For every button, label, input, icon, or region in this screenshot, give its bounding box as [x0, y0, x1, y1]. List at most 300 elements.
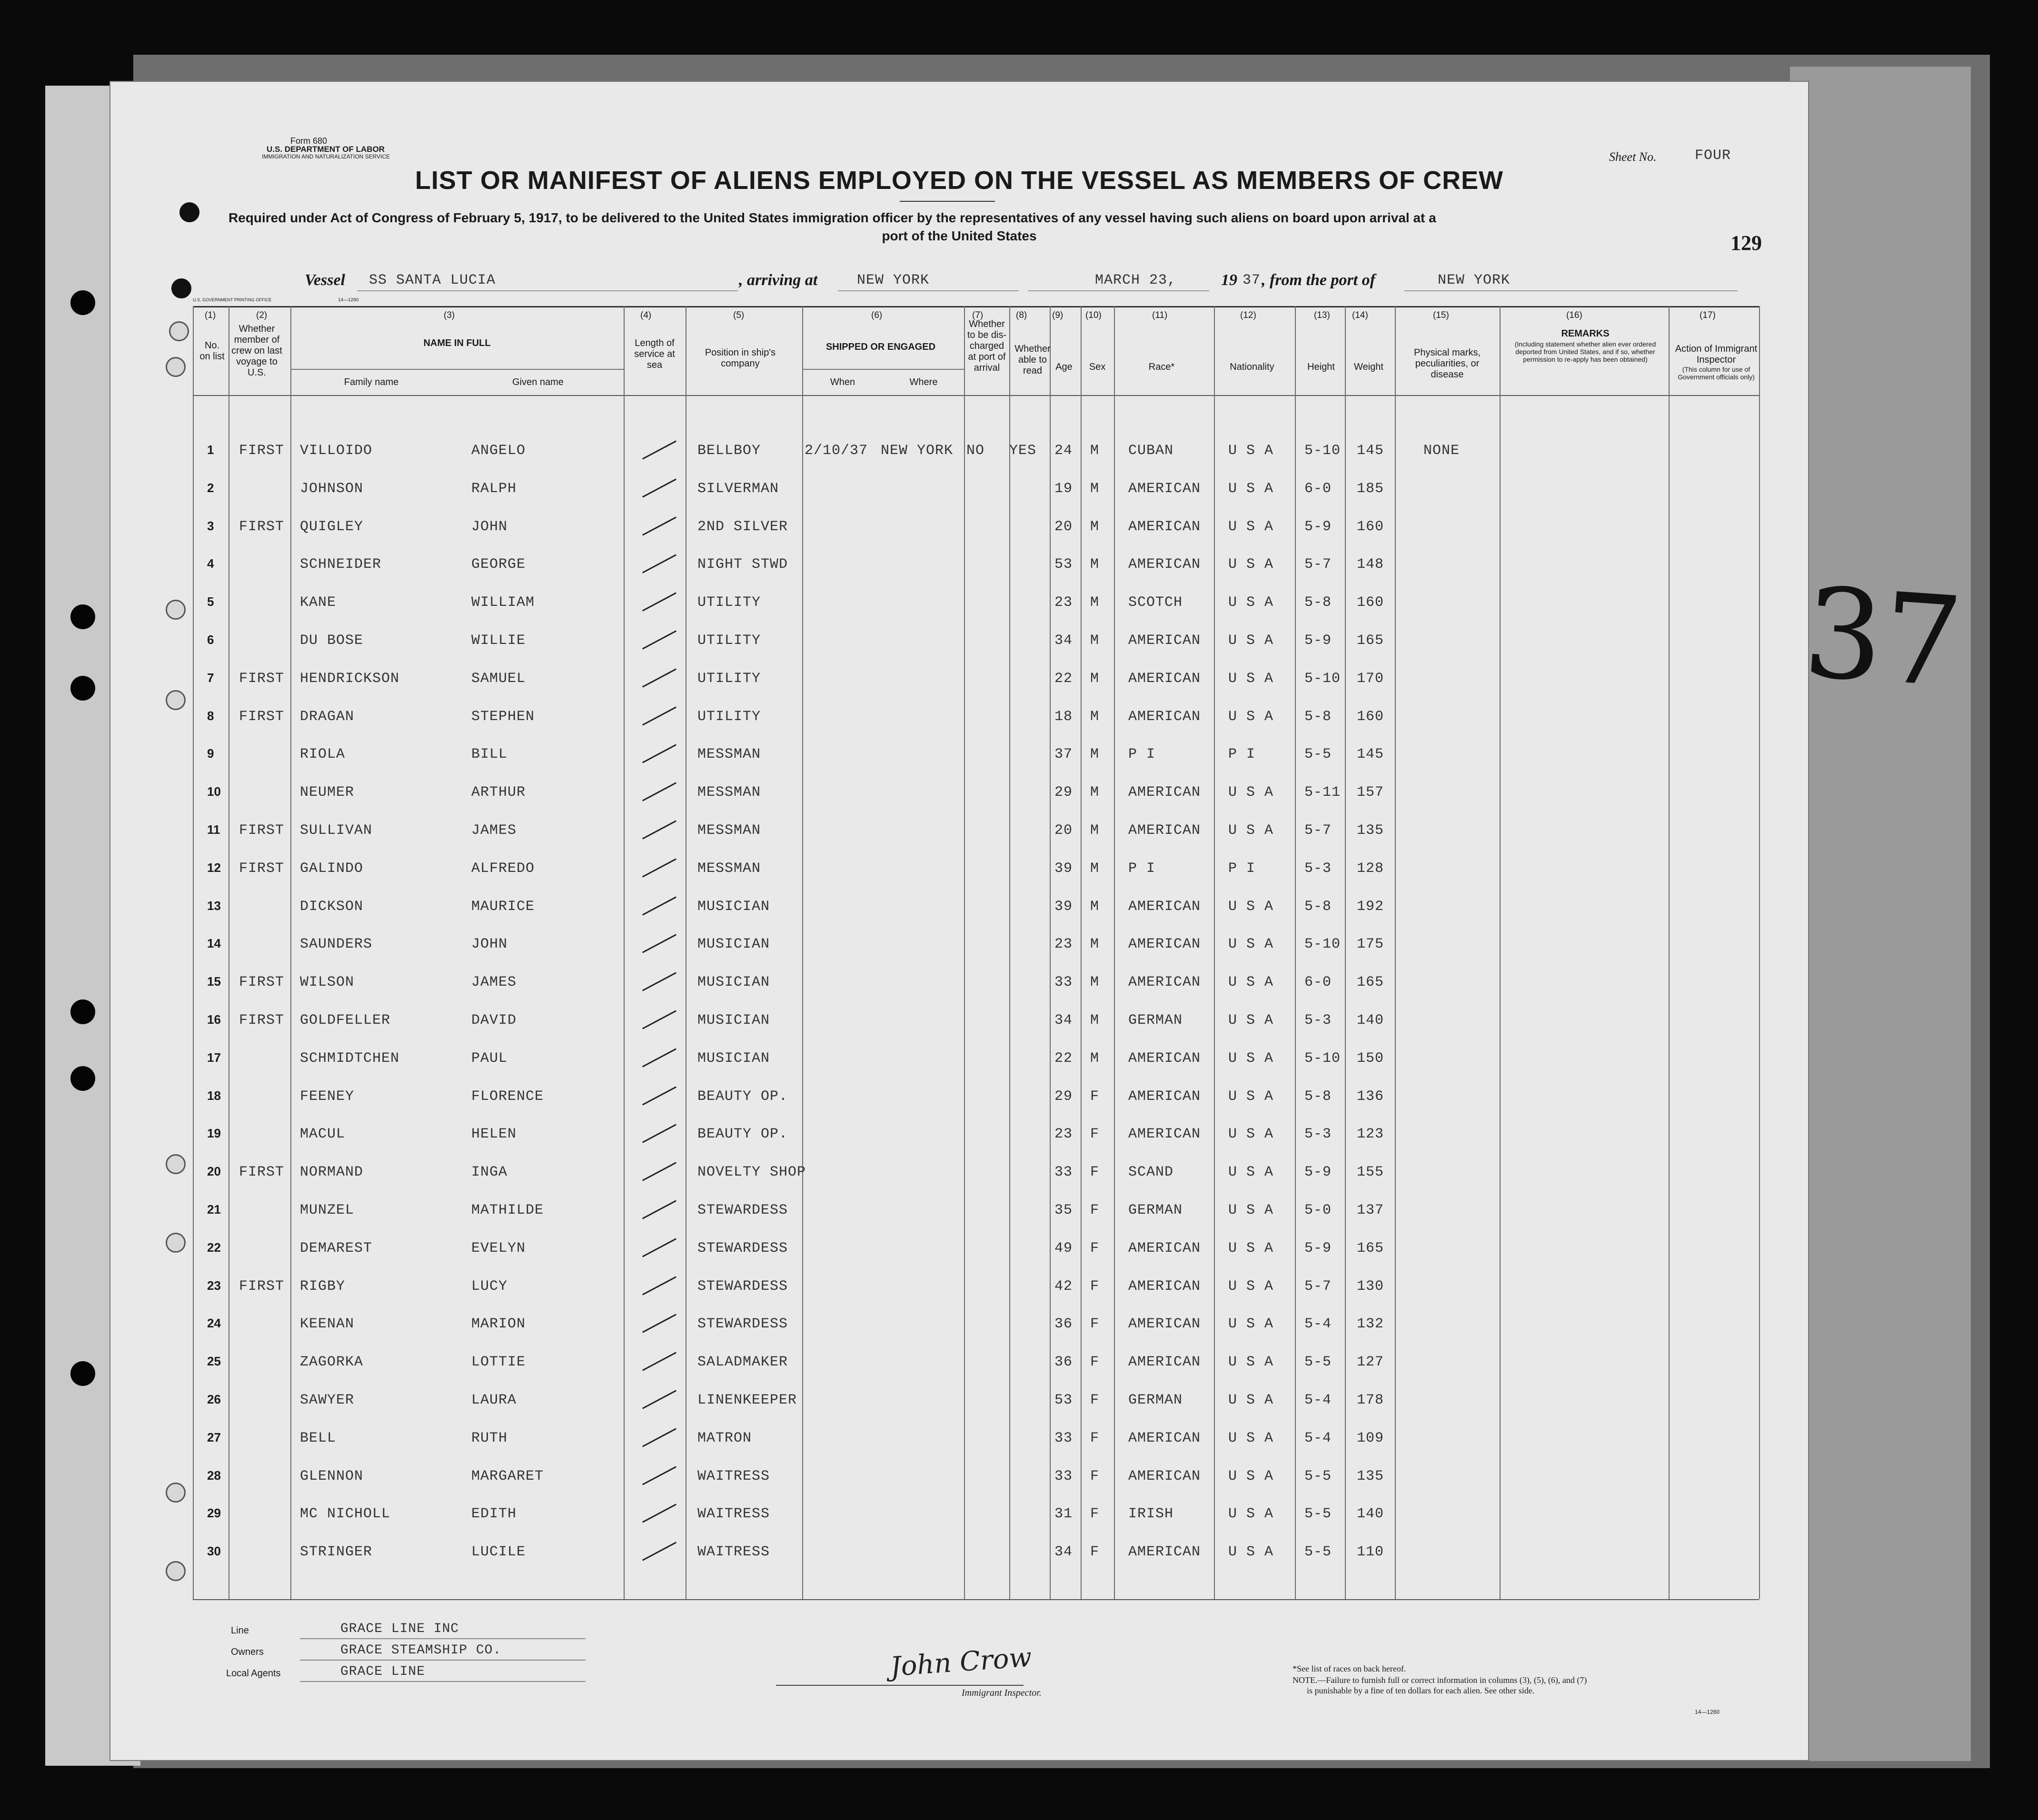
given-name-cell: ARTHUR: [471, 784, 526, 801]
header-given-name: Given name: [512, 377, 564, 387]
family-name-cell: ZAGORKA: [300, 1354, 364, 1371]
manifest-sheet: [109, 81, 1967, 1761]
line-underline: [300, 1638, 586, 1639]
agents-label: Local Agents: [226, 1668, 281, 1679]
age-cell: 49: [1054, 1240, 1073, 1256]
penalty-note-2: is punishable by a fine of ten dollars for each alien. See other side.: [1307, 1686, 1535, 1695]
last-voyage-cell: FIRST: [239, 1012, 285, 1029]
height-cell: 5-3: [1304, 1012, 1332, 1029]
shipped-divider: [802, 369, 964, 370]
given-name-cell: MATHILDE: [471, 1202, 544, 1218]
table-row: [109, 1430, 1809, 1468]
nationality-cell: U S A: [1228, 594, 1274, 611]
header-where: Where: [909, 377, 938, 387]
position-cell: NIGHT STWD: [697, 556, 788, 573]
weight-cell: 185: [1357, 480, 1384, 497]
height-cell: 5-5: [1304, 746, 1332, 763]
age-cell: 22: [1054, 670, 1073, 687]
row-number: 25: [207, 1354, 221, 1369]
race-cell: AMERICAN: [1128, 556, 1201, 573]
height-cell: 5-8: [1304, 708, 1332, 725]
table-row: [109, 519, 1809, 557]
given-name-cell: ANGELO: [471, 443, 526, 459]
check-mark: [642, 706, 676, 725]
service: IMMIGRATION AND NATURALIZATION SERVICE: [262, 153, 390, 160]
family-name-cell: MACUL: [300, 1126, 346, 1143]
race-cell: SCOTCH: [1128, 594, 1183, 611]
form-number: Form 680: [290, 136, 328, 146]
given-name-cell: WILLIAM: [471, 594, 535, 611]
row-number: 8: [207, 708, 214, 723]
inspector-label: Immigrant Inspector.: [962, 1688, 1042, 1698]
punch-hole: [179, 202, 199, 222]
check-mark: [642, 858, 676, 877]
nationality-cell: U S A: [1228, 670, 1274, 687]
check-mark: [642, 1428, 676, 1447]
page-number: 129: [1730, 231, 1762, 255]
race-cell: AMERICAN: [1128, 898, 1201, 915]
given-name-cell: LUCILE: [471, 1544, 526, 1561]
colnum-7: (7): [972, 310, 984, 320]
age-cell: 18: [1054, 708, 1073, 725]
height-cell: 5-9: [1304, 1240, 1332, 1256]
sheet-label: Sheet No.: [1609, 150, 1657, 164]
height-cell: 5-5: [1304, 1354, 1332, 1371]
check-mark: [642, 896, 676, 915]
race-cell: AMERICAN: [1128, 1278, 1201, 1295]
sex-cell: M: [1090, 518, 1100, 535]
age-cell: 29: [1054, 784, 1073, 801]
header-inspector-note: (This column for use of Government officials only): [1678, 366, 1755, 381]
family-name-cell: NORMAND: [300, 1164, 364, 1181]
family-name-cell: QUIGLEY: [300, 518, 364, 535]
sex-cell: F: [1090, 1430, 1100, 1446]
family-name-cell: NEUMER: [300, 784, 355, 801]
sex-cell: F: [1090, 1088, 1100, 1105]
sex-cell: M: [1090, 936, 1100, 953]
age-cell: 20: [1054, 822, 1073, 839]
row-number: 22: [207, 1240, 221, 1255]
given-name-cell: INGA: [471, 1164, 508, 1181]
penalty-note-1: NOTE.—Failure to furnish full or correct information in columns (3), (5), (6), and (7): [1292, 1675, 1587, 1685]
colnum-4: (4): [640, 310, 652, 320]
nationality-cell: U S A: [1228, 708, 1274, 725]
height-cell: 5-10: [1304, 936, 1341, 953]
nationality-cell: U S A: [1228, 1468, 1274, 1484]
table-top-rule: [193, 306, 1759, 307]
position-cell: STEWARDESS: [697, 1278, 788, 1295]
check-mark: [642, 516, 676, 535]
race-cell: AMERICAN: [1128, 1430, 1201, 1446]
table-row: [109, 1050, 1809, 1088]
sex-cell: F: [1090, 1544, 1100, 1561]
given-name-cell: LOTTIE: [471, 1354, 526, 1371]
table-row: [109, 1126, 1809, 1164]
punch-hole: [171, 278, 191, 298]
height-cell: 5-7: [1304, 1278, 1332, 1295]
age-cell: 19: [1054, 480, 1073, 497]
age-cell: 34: [1054, 633, 1073, 649]
position-cell: SALADMAKER: [697, 1354, 788, 1371]
check-mark: [642, 782, 676, 801]
race-cell: AMERICAN: [1128, 784, 1201, 801]
row-number: 4: [207, 556, 214, 571]
height-cell: 6-0: [1304, 480, 1332, 497]
height-cell: 5-9: [1304, 518, 1332, 535]
table-row: [109, 709, 1809, 747]
family-name-cell: KANE: [300, 594, 337, 611]
age-cell: 42: [1054, 1278, 1073, 1295]
height-cell: 5-5: [1304, 1506, 1332, 1523]
position-cell: MESSMAN: [697, 746, 761, 763]
last-voyage-cell: FIRST: [239, 860, 285, 877]
height-cell: 5-5: [1304, 1468, 1332, 1484]
family-name-cell: SCHMIDTCHEN: [300, 1050, 400, 1067]
nationality-cell: U S A: [1228, 518, 1274, 535]
row-number: 23: [207, 1278, 221, 1293]
colnum-1: (1): [205, 310, 216, 320]
height-cell: 5-9: [1304, 1164, 1332, 1181]
sex-cell: M: [1090, 822, 1100, 839]
row-number: 27: [207, 1430, 221, 1444]
check-mark: [642, 1466, 676, 1485]
sex-cell: M: [1090, 898, 1100, 915]
row-number: 18: [207, 1088, 221, 1103]
sex-cell: M: [1090, 1012, 1100, 1029]
age-cell: 36: [1054, 1354, 1073, 1371]
header-able-to-read: Whether able to read: [1014, 344, 1051, 376]
arrival-year: 37: [1243, 272, 1261, 288]
family-name-cell: SCHNEIDER: [300, 556, 382, 573]
family-name-cell: MUNZEL: [300, 1202, 355, 1218]
race-cell: AMERICAN: [1128, 1316, 1201, 1333]
position-cell: WAITRESS: [697, 1544, 770, 1561]
owners-underline: [300, 1660, 586, 1661]
header-shipped-engaged: SHIPPED OR ENGAGED: [825, 342, 936, 352]
age-cell: 33: [1054, 974, 1073, 991]
weight-cell: 145: [1357, 746, 1384, 763]
height-cell: 5-3: [1304, 1126, 1332, 1143]
weight-cell: 130: [1357, 1278, 1384, 1295]
row-number: 7: [207, 670, 214, 685]
position-cell: BEAUTY OP.: [697, 1088, 788, 1105]
weight-cell: 160: [1357, 594, 1384, 611]
weight-cell: 110: [1357, 1544, 1384, 1561]
table-row: [109, 556, 1809, 594]
position-cell: MESSMAN: [697, 822, 761, 839]
nationality-cell: U S A: [1228, 480, 1274, 497]
position-cell: SILVERMAN: [697, 480, 779, 497]
nationality-cell: U S A: [1228, 1240, 1274, 1256]
height-cell: 5-7: [1304, 556, 1332, 573]
row-number: 3: [207, 518, 214, 533]
nationality-cell: U S A: [1228, 784, 1274, 801]
owners-value: GRACE STEAMSHIP CO.: [340, 1643, 502, 1658]
nationality-cell: U S A: [1228, 974, 1274, 991]
row-number: 24: [207, 1316, 221, 1331]
weight-cell: 135: [1357, 1468, 1384, 1484]
department: U.S. DEPARTMENT OF LABOR: [267, 145, 385, 154]
weight-cell: 145: [1357, 443, 1384, 459]
header-position: Position in ship's company: [705, 347, 776, 369]
header-remarks: REMARKS: [1561, 328, 1610, 339]
nationality-cell: U S A: [1228, 556, 1274, 573]
family-name-cell: RIOLA: [300, 746, 346, 763]
age-cell: 31: [1054, 1506, 1073, 1523]
check-mark: [642, 1162, 676, 1181]
age-cell: 20: [1054, 518, 1073, 535]
weight-cell: 109: [1357, 1430, 1384, 1446]
table-row: [109, 1278, 1809, 1316]
sex-cell: M: [1090, 784, 1100, 801]
check-mark: [642, 744, 676, 763]
sex-cell: F: [1090, 1354, 1100, 1371]
shipped-where-cell: NEW YORK: [881, 443, 954, 459]
weight-cell: 157: [1357, 784, 1384, 801]
table-row: [109, 1544, 1809, 1582]
family-name-cell: SULLIVAN: [300, 822, 373, 839]
sex-cell: M: [1090, 556, 1100, 573]
weight-cell: 140: [1357, 1012, 1384, 1029]
line-value: GRACE LINE INC: [340, 1622, 459, 1636]
check-mark: [642, 972, 676, 991]
row-number: 30: [207, 1544, 221, 1559]
weight-cell: 165: [1357, 633, 1384, 649]
sex-cell: F: [1090, 1392, 1100, 1408]
weight-cell: 136: [1357, 1088, 1384, 1105]
nationality-cell: U S A: [1228, 1316, 1274, 1333]
check-mark: [642, 1542, 676, 1561]
age-cell: 33: [1054, 1468, 1073, 1484]
given-name-cell: STEPHEN: [471, 708, 535, 725]
weight-cell: 135: [1357, 822, 1384, 839]
header-remarks-note: (Including statement whether alien ever ordered deported from United States, and if so, whether permission to re-apply has been obtained): [1514, 340, 1656, 364]
given-name-cell: LUCY: [471, 1278, 508, 1295]
given-name-cell: MAURICE: [471, 898, 535, 915]
sheet-number: FOUR: [1695, 148, 1731, 164]
nationality-cell: U S A: [1228, 1050, 1274, 1067]
race-cell: IRISH: [1128, 1506, 1174, 1523]
colnum-9: (9): [1052, 310, 1064, 320]
family-name-cell: HENDRICKSON: [300, 670, 400, 687]
family-name-cell: DICKSON: [300, 898, 364, 915]
given-name-cell: RUTH: [471, 1430, 508, 1446]
family-name-cell: BELL: [300, 1430, 337, 1446]
race-cell: AMERICAN: [1128, 1240, 1201, 1256]
colnum-3: (3): [444, 310, 455, 320]
given-name-cell: RALPH: [471, 480, 517, 497]
sex-cell: M: [1090, 633, 1100, 649]
colnum-8: (8): [1016, 310, 1027, 320]
row-number: 1: [207, 443, 214, 457]
table-header-rule: [193, 395, 1759, 396]
family-name-cell: KEENAN: [300, 1316, 355, 1333]
row-number: 15: [207, 974, 221, 989]
nationality-cell: U S A: [1228, 1430, 1274, 1446]
side-stamp: 37: [1799, 561, 1967, 716]
nationality-cell: U S A: [1228, 443, 1274, 459]
position-cell: BEAUTY OP.: [697, 1126, 788, 1143]
weight-cell: 178: [1357, 1392, 1384, 1408]
height-cell: 5-5: [1304, 1544, 1332, 1561]
given-name-cell: GEORGE: [471, 556, 526, 573]
binder-hole: [70, 676, 95, 701]
given-name-cell: MARGARET: [471, 1468, 544, 1484]
date-underline: [1028, 290, 1209, 291]
height-cell: 5-8: [1304, 1088, 1332, 1105]
race-cell: GERMAN: [1128, 1012, 1183, 1029]
colnum-17: (17): [1700, 310, 1716, 320]
header-nationality: Nationality: [1230, 362, 1274, 372]
given-name-cell: FLORENCE: [471, 1088, 544, 1105]
sex-cell: F: [1090, 1164, 1100, 1181]
height-cell: 5-4: [1304, 1316, 1332, 1333]
position-cell: STEWARDESS: [697, 1240, 788, 1256]
arriving-port: NEW YORK: [857, 272, 930, 288]
vessel-underline: [357, 290, 738, 291]
given-name-cell: HELEN: [471, 1126, 517, 1143]
position-cell: MUSICIAN: [697, 898, 770, 915]
header-inspector-action: Action of Immigrant Inspector: [1675, 344, 1758, 365]
check-mark: [642, 1048, 676, 1067]
sex-cell: M: [1090, 746, 1100, 763]
age-cell: 23: [1054, 936, 1073, 953]
check-mark: [642, 1200, 676, 1219]
table-row: [109, 1392, 1809, 1430]
races-note: *See list of races on back hereof.: [1292, 1664, 1406, 1673]
row-number: 14: [207, 936, 221, 951]
family-name-cell: VILLOIDO: [300, 443, 373, 459]
footer-form-code: 14—1260: [1695, 1709, 1720, 1715]
weight-cell: 170: [1357, 670, 1384, 687]
row-number: 12: [207, 860, 221, 875]
nationality-cell: U S A: [1228, 1126, 1274, 1143]
age-cell: 36: [1054, 1316, 1073, 1333]
check-mark: [642, 440, 676, 459]
age-cell: 34: [1054, 1544, 1073, 1561]
name-divider: [290, 369, 624, 370]
race-cell: P I: [1128, 860, 1156, 877]
header-last-voyage: Whether member of crew on last voyage to U.S.: [231, 324, 282, 378]
race-cell: AMERICAN: [1128, 518, 1201, 535]
subtitle-line1: Required under Act of Congress of February 5, 1917, to be delivered to the United States immigration officer by the representatives of any vessel having such aliens on board upon arrival at a: [229, 210, 1436, 225]
row-number: 26: [207, 1392, 221, 1406]
check-mark: [642, 1238, 676, 1257]
position-cell: MESSMAN: [697, 784, 761, 801]
weight-cell: 123: [1357, 1126, 1384, 1143]
header-physical-marks: Physical marks, peculiarities, or disease: [1413, 347, 1481, 380]
race-cell: AMERICAN: [1128, 1468, 1201, 1484]
position-cell: WAITRESS: [697, 1468, 770, 1484]
table-row: [109, 784, 1809, 822]
last-voyage-cell: FIRST: [239, 518, 285, 535]
age-cell: 24: [1054, 443, 1073, 459]
colnum-5: (5): [733, 310, 745, 320]
given-name-cell: JAMES: [471, 822, 517, 839]
check-mark: [642, 554, 676, 574]
weight-cell: 132: [1357, 1316, 1384, 1333]
check-mark: [642, 1010, 676, 1029]
header-family-name: Family name: [344, 377, 399, 387]
table-row: [109, 1202, 1809, 1240]
sex-cell: M: [1090, 708, 1100, 725]
nationality-cell: P I: [1228, 860, 1256, 877]
given-name-cell: LAURA: [471, 1392, 517, 1408]
given-name-cell: MARION: [471, 1316, 526, 1333]
table-row: [109, 974, 1809, 1012]
nationality-cell: U S A: [1228, 822, 1274, 839]
family-name-cell: SAUNDERS: [300, 936, 373, 953]
height-cell: 5-4: [1304, 1430, 1332, 1446]
given-name-cell: JAMES: [471, 974, 517, 991]
agents-underline: [300, 1681, 586, 1682]
sex-cell: M: [1090, 480, 1100, 497]
page-title: LIST OR MANIFEST OF ALIENS EMPLOYED ON THE VESSEL AS MEMBERS OF CREW: [415, 166, 1504, 195]
table-row: [109, 443, 1809, 481]
position-cell: MUSICIAN: [697, 974, 770, 991]
table-row: [109, 1088, 1809, 1127]
age-cell: 39: [1054, 860, 1073, 877]
family-name-cell: RIGBY: [300, 1278, 346, 1295]
table-row: [109, 633, 1809, 671]
weight-cell: 175: [1357, 936, 1384, 953]
age-cell: 39: [1054, 898, 1073, 915]
row-number: 28: [207, 1468, 221, 1483]
last-voyage-cell: FIRST: [239, 1278, 285, 1295]
position-cell: UTILITY: [697, 670, 761, 687]
height-cell: 5-7: [1304, 822, 1332, 839]
check-mark: [642, 1352, 676, 1371]
last-voyage-cell: FIRST: [239, 974, 285, 991]
race-cell: P I: [1128, 746, 1156, 763]
punch-hole: [166, 357, 186, 377]
back-sheet-right: [1790, 67, 1971, 1761]
header-name-in-full: NAME IN FULL: [423, 338, 491, 348]
height-cell: 5-4: [1304, 1392, 1332, 1408]
owners-label: Owners: [231, 1647, 264, 1657]
year-prefix: 19: [1221, 271, 1237, 289]
able-to-read-cell: YES: [1009, 443, 1037, 459]
family-name-cell: GOLDFELLER: [300, 1012, 391, 1029]
last-voyage-cell: FIRST: [239, 708, 285, 725]
table-row: [109, 594, 1809, 633]
sex-cell: M: [1090, 974, 1100, 991]
row-number: 21: [207, 1202, 221, 1217]
weight-cell: 128: [1357, 860, 1384, 877]
last-voyage-cell: FIRST: [239, 670, 285, 687]
weight-cell: 127: [1357, 1354, 1384, 1371]
position-cell: NOVELTY SHOP: [697, 1164, 806, 1181]
age-cell: 29: [1054, 1088, 1073, 1105]
height-cell: 5-10: [1304, 670, 1341, 687]
race-cell: AMERICAN: [1128, 936, 1201, 953]
check-mark: [642, 820, 676, 839]
nationality-cell: U S A: [1228, 1392, 1274, 1408]
race-cell: AMERICAN: [1128, 1126, 1201, 1143]
nationality-cell: U S A: [1228, 1354, 1274, 1371]
check-mark: [642, 1276, 676, 1295]
weight-cell: 148: [1357, 556, 1384, 573]
height-cell: 5-11: [1304, 784, 1341, 801]
row-number: 11: [207, 822, 220, 837]
colnum-11: (11): [1152, 310, 1168, 320]
binder-hole: [70, 290, 95, 315]
family-name-cell: MC NICHOLL: [300, 1506, 391, 1523]
row-number: 19: [207, 1126, 221, 1141]
last-voyage-cell: FIRST: [239, 443, 285, 459]
weight-cell: 140: [1357, 1506, 1384, 1523]
race-cell: AMERICAN: [1128, 1050, 1201, 1067]
